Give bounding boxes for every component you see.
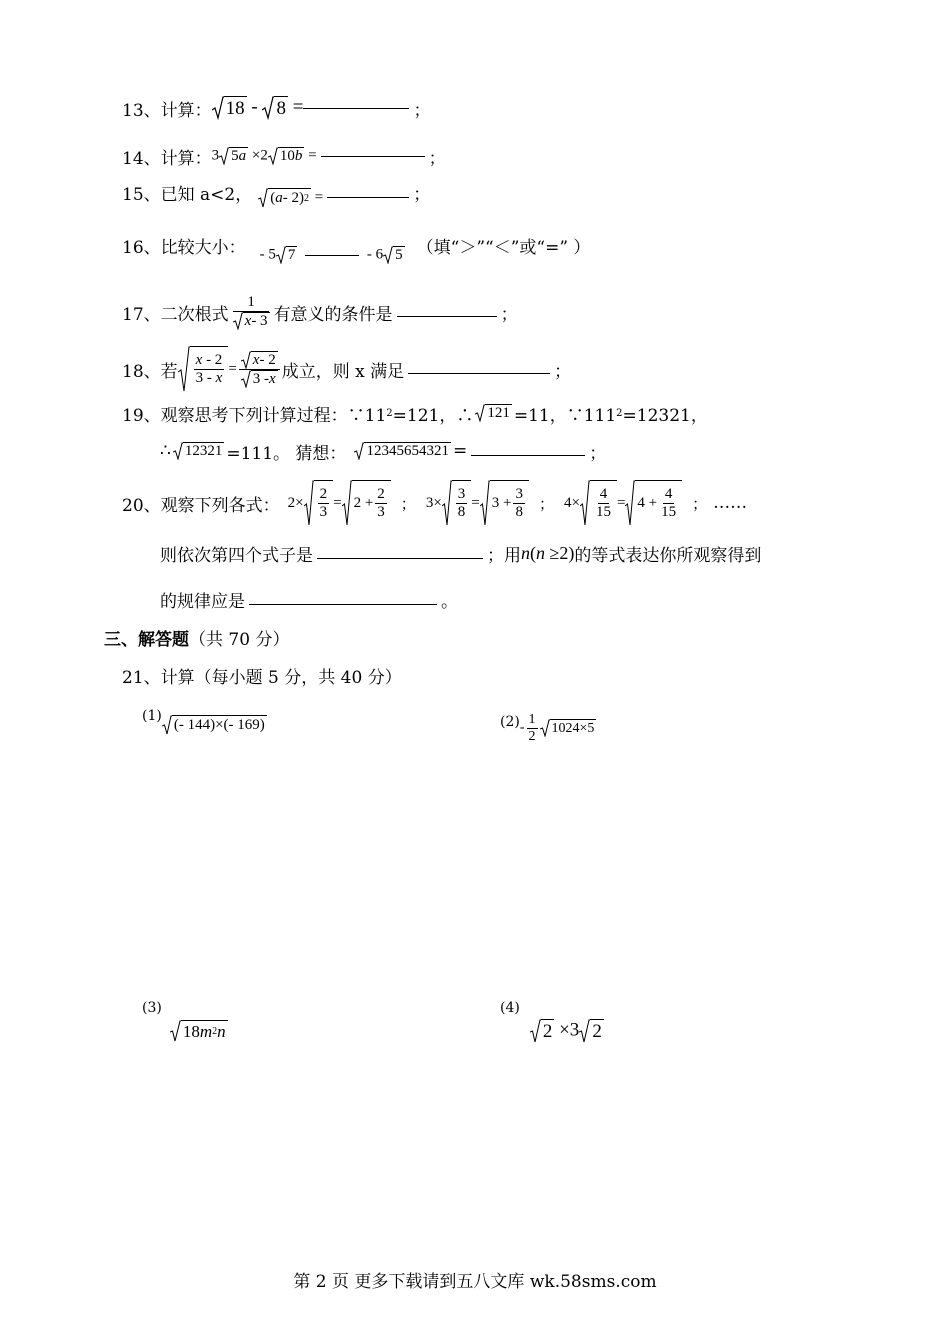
q20-text-b: ；用 (487, 545, 521, 566)
q14-answer-blank[interactable] (321, 156, 425, 157)
part-4-label: (4) (500, 1000, 520, 1016)
q19-eq: = (452, 441, 468, 461)
q16-answer-blank[interactable] (305, 255, 359, 256)
q13-answer-blank[interactable] (303, 108, 409, 109)
section-3-sub: （共 70 分） (189, 629, 290, 650)
q19-sqrt-12321: 12321 (173, 442, 225, 460)
q20-text-e: 。 (441, 591, 458, 612)
q19-sup-2: 2 (616, 407, 623, 419)
q16-label: 16、比较大小： (122, 237, 246, 258)
question-19-line1 (122, 398, 708, 428)
q18-answer-blank[interactable] (408, 373, 550, 374)
q14-end: ； (428, 148, 446, 169)
q20-expressions: 2× $\frac{2}{3}$ = 2 + $\frac{2}{3}$ ； 3× $\frac{3}{8}$ = 3 + $\frac{3}{8}$ ； 4× $\frac{4}{15}$ = 4 + $\frac{4}{15}$ ； (288, 480, 714, 526)
part-1 (142, 708, 267, 742)
q20-text-d: 的规律应是 (160, 591, 245, 612)
q19-sqrt-guess: 12345654321 (354, 442, 451, 460)
q19-answer-blank[interactable] (471, 455, 585, 456)
q20-dots: …… (713, 493, 748, 513)
q17-end: ； (500, 304, 518, 325)
q19-text-c: =11，∵111 (513, 405, 617, 426)
part-2-expression: - $\frac{1}{2}$ 1024×5 (519, 711, 595, 744)
q19-text-e: =111。 猜想： (226, 443, 347, 464)
q19-sqrt-121: 121 (475, 404, 512, 422)
question-20-line3 (160, 584, 458, 614)
part-3-label: (3) (142, 1000, 162, 1016)
q20-answer-blank-2[interactable] (249, 604, 437, 605)
q17-fraction: 1 x - 3 (231, 294, 272, 330)
q15-end: ； (413, 184, 431, 205)
q19-text-b: =121，∴ (392, 405, 474, 426)
q16-expression: - 5 7 - 6 5 (259, 246, 403, 263)
part-1-label: (1) (142, 708, 162, 724)
part-4 (500, 1000, 604, 1044)
question-17 (122, 288, 518, 336)
q20-answer-blank-1[interactable] (317, 558, 483, 559)
part-4-expression: 2 ×3 2 (530, 1019, 604, 1043)
question-19-line2 (160, 436, 606, 466)
question-20-line2 (160, 538, 761, 568)
question-15 (122, 175, 430, 209)
q18-mid: 成立，则 x 满足 (281, 361, 405, 382)
q15-expression: ( a - 2) 2 = (258, 188, 323, 208)
q21-label: 21、计算（每小题 5 分，共 40 分） (122, 667, 402, 688)
q20-text-c: 的等式表达你所观察得到 (574, 545, 762, 566)
part-2 (500, 704, 596, 752)
page-footer: 第 2 页 更多下载请到五八文库 wk.58sms.com (293, 1272, 657, 1292)
question-16 (122, 228, 590, 262)
part-2-label: (2) (500, 714, 520, 730)
question-21 (122, 660, 402, 690)
q19-text-d: =12321， (622, 405, 708, 426)
q18-end: ； (554, 361, 572, 382)
section-3-title: 三、解答题 (104, 629, 189, 650)
q14-label: 14、计算： (122, 148, 212, 169)
q20-n-condition: n(n ≥2) (521, 542, 575, 563)
q19-end: ； (589, 443, 607, 464)
q15-label: 15、已知 a<2， (122, 184, 253, 205)
section-3-heading (104, 622, 289, 652)
q17-mid: 有意义的条件是 (273, 304, 393, 325)
part-3 (142, 1000, 228, 1044)
q13-label: 13、计算： (122, 100, 212, 121)
q20-label: 20、观察下列各式： (122, 495, 280, 516)
q14-expression: 3 5 a ×2 10 b = (211, 147, 317, 164)
q19-therefore: ∴ (160, 441, 171, 461)
q17-label: 17、二次根式 (122, 304, 229, 325)
q13-end: ； (413, 100, 431, 121)
question-14 (122, 142, 446, 170)
q13-expression: 18 - 8 = (212, 96, 304, 120)
q15-answer-blank[interactable] (327, 197, 409, 198)
q18-label: 18、若 (122, 361, 178, 382)
q16-note: （填“＞”“＜”或“=” ） (416, 237, 591, 258)
q19-sup: 2 (386, 407, 393, 419)
q18-expression: $\frac{x - 2}{3 - x}$ = x - 2 3 - x (178, 346, 282, 392)
question-18 (122, 344, 571, 394)
part-1-expression: (- 144)×(- 169) (162, 715, 267, 735)
q20-text-a: 则依次第四个式子是 (160, 545, 313, 566)
question-20-line1 (122, 478, 747, 528)
question-13 (122, 88, 430, 128)
q17-answer-blank[interactable] (397, 316, 497, 317)
part-3-expression: 18 m 2 n (170, 1020, 228, 1042)
q19-text-a: 19、观察思考下列计算过程：∵11 (122, 405, 387, 426)
